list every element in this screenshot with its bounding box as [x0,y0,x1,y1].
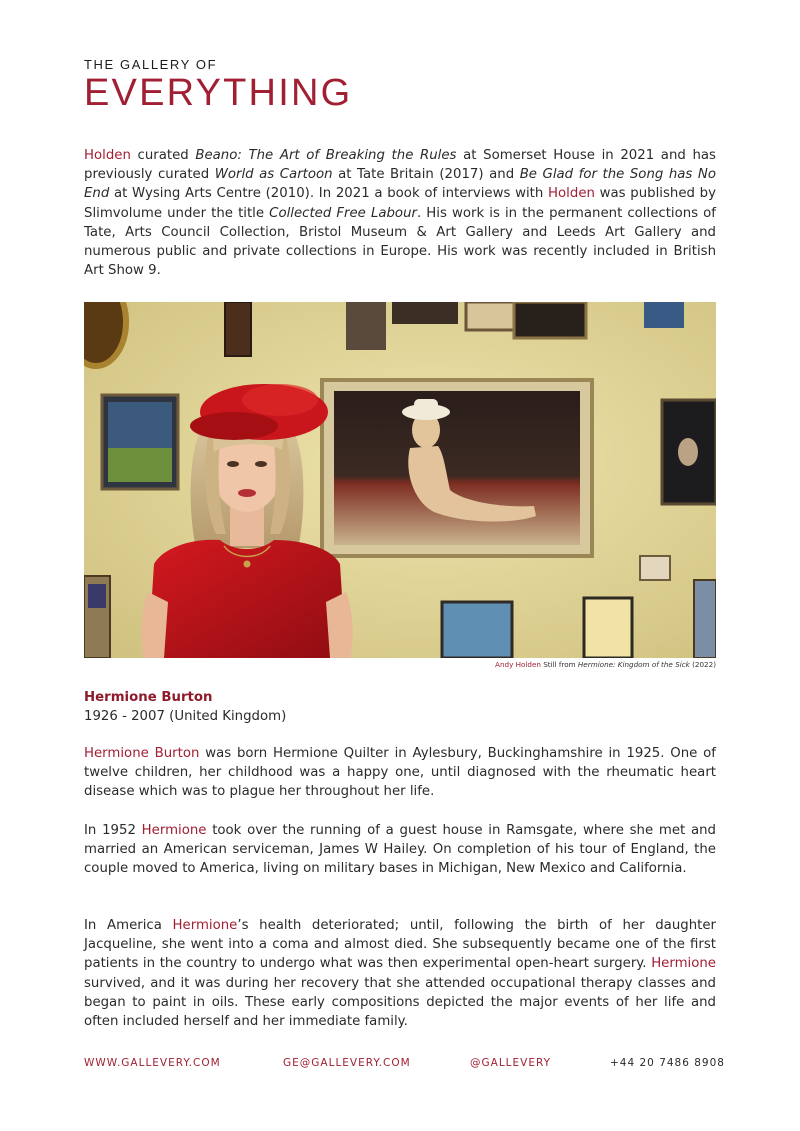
artist-name-heading: Hermione Burton [84,690,213,705]
footer-email-link[interactable]: GE@GALLEVERY.COM [283,1057,411,1069]
footer-website-link[interactable]: WWW.GALLEVERY.COM [84,1057,221,1069]
exhibition-title: Be Glad for the Song has No End [84,167,716,202]
artist-link[interactable]: Hermione [651,956,716,972]
text: was published by Slimvolume under the title [84,186,716,221]
intro-paragraph [84,146,716,280]
text: took over the running of a guest house in Ramsgate, where she met and married an American serviceman, James W Hailey. On completion of his tour of England, the couple moved to America, living on military bases in Michigan, New Mexico and California. [84,823,716,877]
text: at Tate Britain (2017) and [332,167,520,183]
footer-social-link[interactable]: @GALLEVERY [470,1057,552,1069]
image-caption [495,660,716,669]
text: was born Hermione Quilter in Aylesbury, Buckinghamshire in 1925. One of twelve children, her childhood was a happy one, until diagnosed with the rheumatic heart disease which was to plague her throughout her life. [84,746,716,800]
logo-main-line: EVERYTHING [84,72,353,114]
caption-film-title: Hermione: Kingdom of the Sick [577,660,690,669]
footer-phone: +44 20 7486 8908 [610,1057,725,1069]
artist-dates: 1926 - 2007 (United Kingdom) [84,709,287,724]
film-still-image [84,302,716,658]
bio-paragraph-1 [84,744,716,802]
text: In America [84,918,173,933]
caption-year: (2022) [689,660,716,669]
text: In 1952 [84,823,142,838]
text: survived, and it was during her recovery that she attended occupational therapy classes and began to paint in oils. These early compositions depicted the major events of her life and often included herself and her immediate family. [84,975,716,1030]
artist-link[interactable]: Hermione [141,823,207,838]
gallery-logo [84,57,352,112]
text: at Wysing Arts Centre (2010). In 2021 a book of interviews with [109,186,549,202]
artist-link[interactable]: Holden [548,186,595,202]
exhibition-title: World as Cartoon [214,167,333,183]
book-title: Collected Free Labour [269,205,417,221]
caption-text: Still from [540,660,578,669]
artist-link[interactable]: Hermione Burton [84,746,200,761]
bio-paragraph-2 [84,821,716,879]
text: at Somerset House in 2021 and has previously curated [84,148,716,183]
exhibition-title: Beano: The Art of Breaking the Rules [195,148,457,163]
text: ’s health deteriorated; until, following the birth of her daughter Jacqueline, she went into a coma and almost died. She subsequently became one of the first patients in the country to undergo what was then experimental open-heart surgery. [84,918,716,972]
text: curated [130,148,196,163]
bio-paragraph-3 [84,916,716,1031]
logo-top-line: THE GALLERY OF [84,57,218,72]
artist-link[interactable]: Holden [84,148,131,163]
text: . His work is in the permanent collections of Tate, Arts Council Collection, Bristol Museum & Art Gallery and Leeds Art Gallery and numerous public and private collections in Europe. His work was recently included in British Art Show 9. [84,205,716,279]
caption-artist-link[interactable]: Andy Holden [495,660,541,669]
artist-link[interactable]: Hermione [172,918,238,933]
